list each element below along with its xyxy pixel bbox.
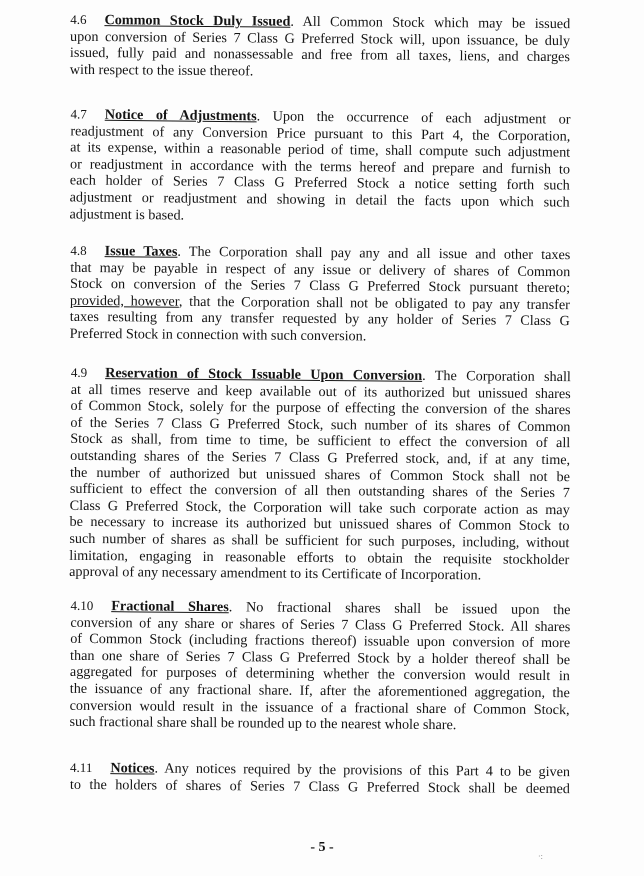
text-line: conversion of any share or shares of Series 7 Class G Preferred Stock. All shares	[70, 614, 571, 635]
provided-however: provided, however	[69, 292, 179, 310]
text-line: readjustment of any Conversion Price pursuant to this Part 4, the Corporation,	[70, 122, 571, 145]
text-line: adjustment is based.	[69, 205, 185, 224]
text-line: issued, fully paid and nonassessable and free from all taxes, liens, and charges	[69, 45, 570, 66]
text-line: upon conversion of Series 7 Class G Preferred Stock will, upon issuance, be duly	[70, 28, 571, 49]
text-line: the number of authorized but unissued shares of Common Stock shall not be	[69, 464, 571, 485]
text-line: conversion would result in the issuance of a fractional share of Common Stock,	[69, 697, 570, 718]
text-line: outstanding shares of the Series 7 Class G Preferred stock, and, if at any time,	[70, 447, 571, 469]
section-4-6: 4.6 Common Stock Duly Issued. All Common Stock which may be issued upon conversion of Series 7 Class G Preferred Stock will, upon issuance, be duly issued, fully paid and nonassessable and free from all taxes, liens, and charges with respect to the issue thereof.	[70, 12, 571, 83]
text-line: at its expense, within a reasonable period of time, shall compute such adjustment	[70, 139, 571, 161]
text-line: or readjustment in accordance with the terms hereof and prepare and furnish to	[69, 156, 571, 178]
scan-artifact: ·:	[538, 852, 543, 861]
section-number: 4.8	[70, 242, 87, 258]
text-line: of the Series 7 Class G Preferred Stock, such number of its shares of Common	[70, 414, 571, 435]
section-number: 4.11	[70, 759, 93, 776]
section-number: 4.6	[70, 11, 87, 27]
section-heading: Reservation of Stock Issuable Upon Conversion	[105, 365, 423, 384]
text-line: approval of any necessary amendment to its Certificate of Incorporation.	[69, 563, 482, 584]
text-line: that may be payable in respect of any issue or delivery of shares of Common	[70, 259, 571, 280]
section-number: 4.9	[70, 364, 88, 380]
section-4-10: 4.10 Fractional Shares. No fractional shares shall be issued upon the conversion of any share or shares of Series 7 Class G Preferred Stock. All shares of Common Stock (including fractions thereof) issuable upon conversion of more than one share of Series 7 Class G Preferred Stock by a holder thereof shall be aggregated for purposes of determining whether the conversion would result in the issuance of any fractional share. If, after the aforementioned aggregation, the conversion would result in the issuance of a fractional share of Common Stock, such fractional share shall be rounded up to the nearest whole share.	[69, 597, 571, 734]
text-line: the issuance of any fractional share. If, after the aforementioned aggregation, the	[69, 680, 570, 702]
text-line: Stock as shall, from time to time, be sufficient to effect the conversion of all	[70, 431, 571, 452]
text-line: at all times reserve and keep available out of its authorized but unissued shares	[70, 381, 571, 402]
text-line: Class G Preferred Stock, the Corporation will take such corporate action as may	[69, 497, 570, 518]
text-line: such number of shares as shall be sufficient for such purposes, including, without	[69, 530, 570, 552]
text-line: of Common Stock, solely for the purpose of effecting the conversion of the shares	[70, 398, 571, 419]
section-4-9: 4.9 Reservation of Stock Issuable Upon Conversion. The Corporation shall at all times reserve and keep available out of its authorized but unissued shares of Common Stock, solely for the purpose of effecting the conversion of the shares of the Series 7 Class G Preferred Stock, such number of its shares of Common Stock as shall, from time to time, be sufficient to effect the conversion of all outstanding shares of the Series 7 Class G Preferred stock, and, if at any time, the number of authorized but unissued shares of Common Stock shall not be sufficient to effect the conversion of all then outstanding shares of the Series 7 Class G Preferred Stock, the Corporation will take such corporate action as may be necessary to increase its authorized but unissued shares of Common Stock to such number of shares as shall be sufficient for such purposes, including, without limitation, engaging in reasonable efforts to obtain the requisite stockholder approval of any necessary amendment to its Certificate of Incorporation.	[69, 364, 571, 584]
text-line: Preferred Stock in connection with such conversion.	[69, 325, 367, 345]
section-heading: Notice of Adjustments	[104, 106, 257, 125]
text-line: to the holders of shares of Series 7 Class G Preferred Stock shall be deemed	[69, 776, 570, 797]
section-heading: Fractional Shares	[111, 598, 229, 616]
section-4-8: 4.8 Issue Taxes. The Corporation shall pay any and all issue and other taxes that may be payable in respect of any issue or delivery of shares of Common Stock on conversion of the Series 7 Class G Preferred Stock pursuant thereto; provided, however, that the Corporation shall not be obligated to pay any transfer taxes resulting from any transfer requested by any holder of Series 7 Class G Preferred Stock in connection with such conversion.	[70, 243, 571, 347]
text-line: such fractional share shall be rounded up to the nearest whole share.	[69, 713, 457, 734]
section-4-7: 4.7 Notice of Adjustments. Upon the occurrence of each adjustment or readjustment of any Conversion Price pursuant to this Part 4, the Corporation, at its expense, within a reasonable period of time, shall compute such adjustment or readjustment in accordance with the terms hereof and prepare and furnish to each holder of Series 7 Class G Preferred Stock a notice setting forth such adjustment or readjustment and showing in detail the facts upon which such adjustment is based.	[69, 106, 570, 227]
text-line: taxes resulting from any transfer requested by any holder of Series 7 Class G	[69, 309, 570, 330]
page-number: - 5 -	[310, 840, 334, 855]
text-line: with respect to the issue thereof.	[69, 61, 254, 80]
section-number: 4.10	[70, 597, 94, 614]
section-number: 4.7	[70, 106, 87, 122]
text-line: sufficient to effect the conversion of all then outstanding shares of the Series 7	[69, 480, 570, 502]
text-line: than one share of Series 7 Class G Preferred Stock by a holder thereof shall be	[70, 647, 571, 668]
text-line: adjustment or readjustment and showing in detail the facts upon which such	[69, 189, 570, 211]
text-line: aggregated for purposes of determining whether the conversion would result in	[69, 664, 570, 685]
text-line: Stock on conversion of the Series 7 Class G Preferred Stock pursuant thereto;	[70, 276, 571, 297]
section-heading: Notices	[110, 760, 155, 777]
section-4-11: 4.11 Notices. Any notices required by the provisions of this Part 4 to be given to the holders of shares of Series 7 Class G Preferred Stock shall be deemed	[69, 759, 571, 797]
text-line: limitation, engaging in reasonable efforts to obtain the requisite stockholder	[69, 547, 570, 568]
text-line: be necessary to increase its authorized but unissued shares of Common Stock to	[69, 514, 570, 535]
section-heading: Issue Taxes	[104, 243, 178, 260]
text-line: of Common Stock (including fractions thereof) issuable upon conversion of more	[70, 631, 571, 652]
section-heading: Common Stock Duly Issued	[104, 12, 291, 30]
text-line: each holder of Series 7 Class G Preferred Stock a notice setting forth such	[69, 172, 570, 194]
